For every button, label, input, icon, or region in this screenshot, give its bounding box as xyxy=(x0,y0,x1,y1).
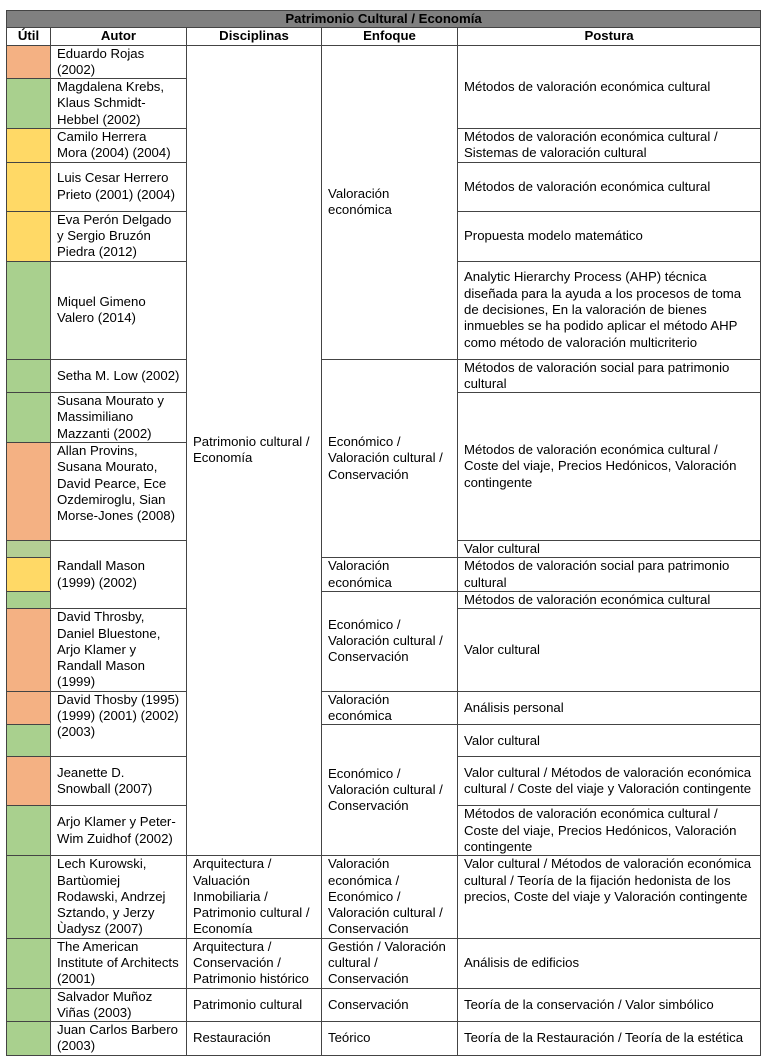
postura-cell: Métodos de valoración social para patrimonio cultural xyxy=(458,558,761,592)
util-cell xyxy=(7,691,51,725)
enfoque-cell: Económico / Valoración cultural / Conservación xyxy=(322,359,458,558)
enfoque-cell: Económico / Valoración cultural / Conservación xyxy=(322,591,458,691)
postura-cell: Métodos de valoración económica cultural / Coste del viaje, Precios Hedónicos, Valoración contingente xyxy=(458,806,761,856)
postura-cell: Métodos de valoración económica cultural / Coste del viaje, Precios Hedónicos, Valoración contingente xyxy=(458,393,761,541)
util-cell xyxy=(7,45,51,79)
disciplinas-cell: Patrimonio cultural xyxy=(187,988,322,1022)
util-cell xyxy=(7,359,51,393)
patrimonio-table xyxy=(6,10,761,1056)
util-cell xyxy=(7,129,51,163)
enfoque-cell: Gestión / Valoración cultural / Conservación xyxy=(322,938,458,988)
table-title: Patrimonio Cultural / Economía xyxy=(7,11,761,28)
autor-cell: The American Institute of Architects (2001) xyxy=(51,938,187,988)
util-cell xyxy=(7,757,51,806)
autor-cell: Eva Perón Delgado y Sergio Bruzón Piedra (2012) xyxy=(51,211,187,261)
postura-cell: Propuesta modelo matemático xyxy=(458,211,761,261)
util-cell xyxy=(7,541,51,558)
autor-cell: Luis Cesar Herrero Prieto (2001) (2004) xyxy=(51,162,187,211)
header-util: Útil xyxy=(7,28,51,45)
disciplinas-cell: Arquitectura / Conservación / Patrimonio histórico xyxy=(187,938,322,988)
enfoque-cell: Valoración económica xyxy=(322,691,458,725)
disciplinas-cell: Patrimonio cultural / Economía xyxy=(187,45,322,856)
util-cell xyxy=(7,211,51,261)
postura-cell: Valor cultural / Métodos de valoración económica cultural / Coste del viaje y Valoración contingente xyxy=(458,757,761,806)
autor-cell: Camilo Herrera Mora (2004) (2004) xyxy=(51,129,187,163)
postura-cell: Métodos de valoración económica cultural / Sistemas de valoración cultural xyxy=(458,129,761,163)
enfoque-cell: Teórico xyxy=(322,1022,458,1056)
util-cell xyxy=(7,79,51,129)
header-postura: Postura xyxy=(458,28,761,45)
autor-cell: Susana Mourato y Massimiliano Mazzanti (2002) xyxy=(51,393,187,443)
autor-cell: Setha M. Low (2002) xyxy=(51,359,187,393)
header-disciplinas: Disciplinas xyxy=(187,28,322,45)
util-cell xyxy=(7,162,51,211)
autor-cell: Arjo Klamer y Peter-Wim Zuidhof (2002) xyxy=(51,806,187,856)
enfoque-cell: Económico / Valoración cultural / Conservación xyxy=(322,725,458,856)
enfoque-cell: Valoración económica xyxy=(322,45,458,359)
disciplinas-cell: Arquitectura / Valuación Inmobiliaria / Patrimonio cultural / Economía xyxy=(187,856,322,938)
postura-cell: Teoría de la Restauración / Teoría de la estética xyxy=(458,1022,761,1056)
enfoque-cell: Valoración económica xyxy=(322,558,458,592)
postura-cell: Métodos de valoración económica cultural xyxy=(458,591,761,608)
postura-cell: Analytic Hierarchy Process (AHP) técnica diseñada para la ayuda a los procesos de toma de decisiones, En la valoración de bienes inmuebles se ha podido aplicar el método AHP como método de valoración multicriterio xyxy=(458,261,761,359)
util-cell xyxy=(7,725,51,757)
autor-cell: David Thosby (1995) (1999) (2001) (2002) (2003) xyxy=(51,691,187,757)
postura-cell: Análisis personal xyxy=(458,691,761,725)
util-cell xyxy=(7,591,51,608)
postura-cell: Métodos de valoración económica cultural xyxy=(458,162,761,211)
util-cell xyxy=(7,856,51,938)
postura-cell: Análisis de edificios xyxy=(458,938,761,988)
postura-cell: Métodos de valoración social para patrimonio cultural xyxy=(458,359,761,393)
autor-cell: Jeanette D. Snowball (2007) xyxy=(51,757,187,806)
header-enfoque: Enfoque xyxy=(322,28,458,45)
autor-cell: David Throsby, Daniel Bluestone, Arjo Klamer y Randall Mason (1999) xyxy=(51,609,187,691)
autor-cell: Lech Kurowski, Bartùomiej Rodawski, Andrzej Sztando, y Jerzy Ùadysz (2007) xyxy=(51,856,187,938)
autor-cell: Juan Carlos Barbero (2003) xyxy=(51,1022,187,1056)
util-cell xyxy=(7,393,51,443)
autor-cell: Magdalena Krebs, Klaus Schmidt-Hebbel (2002) xyxy=(51,79,187,129)
postura-cell: Métodos de valoración económica cultural xyxy=(458,45,761,128)
postura-cell: Teoría de la conservación / Valor simbólico xyxy=(458,988,761,1022)
postura-cell: Valor cultural xyxy=(458,725,761,757)
autor-cell: Allan Provins, Susana Mourato, David Pearce, Ece Ozdemiroglu, Sian Morse-Jones (2008) xyxy=(51,443,187,541)
util-cell xyxy=(7,609,51,691)
util-cell xyxy=(7,1022,51,1056)
autor-cell: Randall Mason (1999) (2002) xyxy=(51,541,187,609)
util-cell xyxy=(7,988,51,1022)
autor-cell: Miquel Gimeno Valero (2014) xyxy=(51,261,187,359)
enfoque-cell: Conservación xyxy=(322,988,458,1022)
util-cell xyxy=(7,261,51,359)
enfoque-cell: Valoración económica / Económico / Valoración cultural / Conservación xyxy=(322,856,458,938)
autor-cell: Salvador Muñoz Viñas (2003) xyxy=(51,988,187,1022)
postura-cell: Valor cultural xyxy=(458,609,761,691)
util-cell xyxy=(7,938,51,988)
util-cell xyxy=(7,558,51,592)
header-autor: Autor xyxy=(51,28,187,45)
postura-cell: Valor cultural xyxy=(458,541,761,558)
util-cell xyxy=(7,443,51,541)
disciplinas-cell: Restauración xyxy=(187,1022,322,1056)
postura-cell: Valor cultural / Métodos de valoración económica cultural / Teoría de la fijación hedonista de los precios, Coste del viaje y Valoración contingente xyxy=(458,856,761,938)
autor-cell: Eduardo Rojas (2002) xyxy=(51,45,187,79)
util-cell xyxy=(7,806,51,856)
